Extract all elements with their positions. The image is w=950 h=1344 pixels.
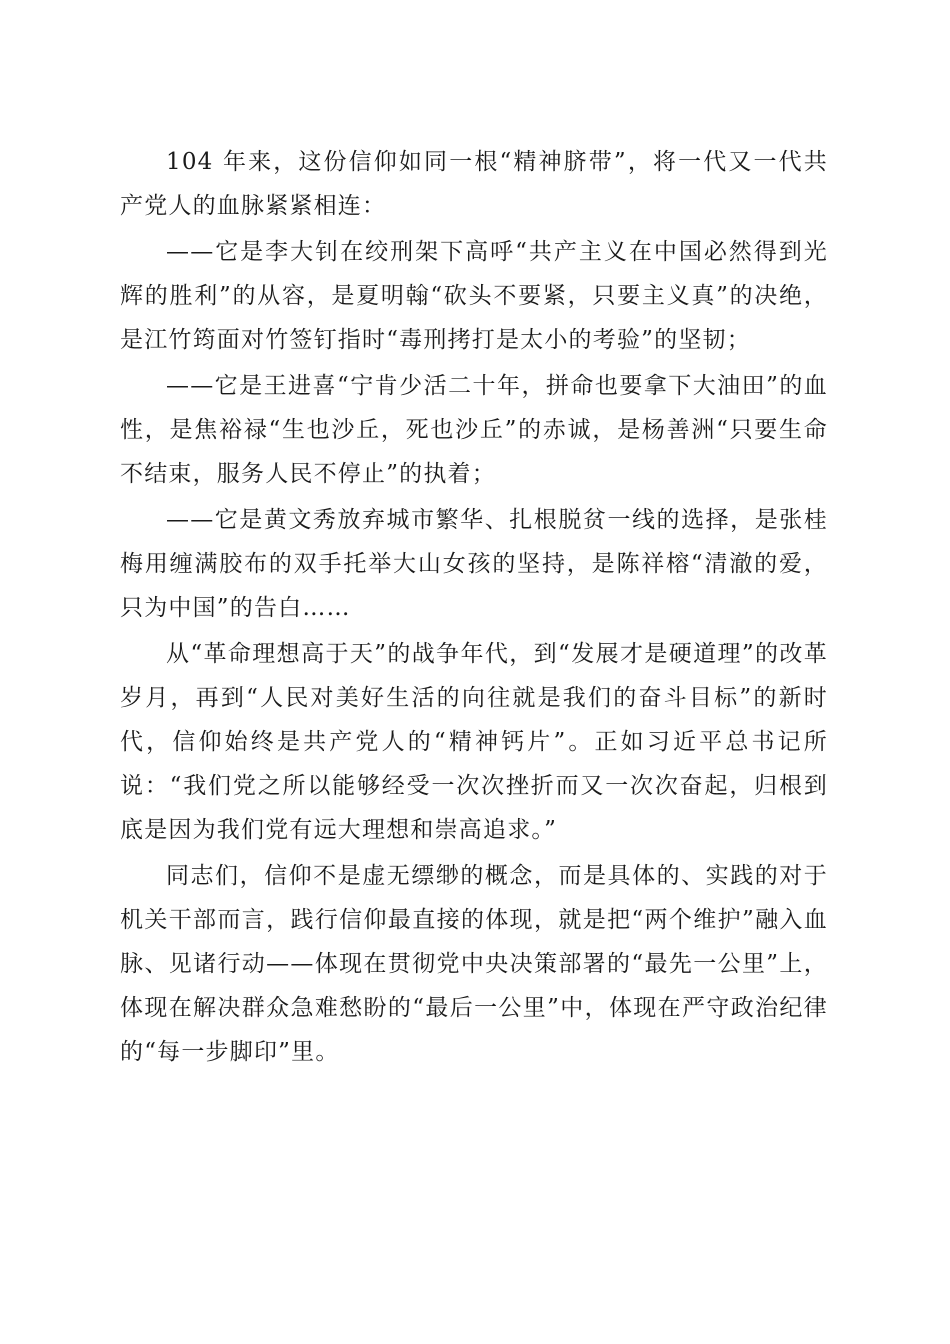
paragraph-construction-heroes: ——它是王进喜“宁肯少活二十年，拼命也要拿下大油田”的血性，是焦裕禄“生也沙丘，死也沙丘”的赤诚，是杨善洲“只要生命不结束，服务人民不停止”的执着； [120,373,828,487]
paragraph-faith-104-years: 104 年来，这份信仰如同一根“精神脐带”，将一代又一代共产党人的血脉紧紧相连： [120,149,828,219]
paragraph-new-era-models: ——它是黄文秀放弃城市繁华、扎根脱贫一线的选择，是张桂梅用缠满胶布的双手托举大山女孩的坚持，是陈祥榕“清澈的爱，只为中国”的告白…… [120,507,828,621]
paragraph-spiritual-calcium: 从“革命理想高于天”的战争年代，到“发展才是硬道理”的改革岁月，再到“人民对美好生活的向往就是我们的奋斗目标”的新时代，信仰始终是共产党人的“精神钙片”。正如习近平总书记所说：“我们党之所以能够经受一次次挫折而又一次次奋起，归根到底是因为我们党有远大理想和崇高追求。” [120,641,828,843]
paragraph-revolutionary-martyrs: ——它是李大钊在绞刑架下高呼“共产主义在中国必然得到光辉的胜利”的从容，是夏明翰“砍头不要紧，只要主义真”的决绝，是江竹筠面对竹签钉指时“毒刑拷打是太小的考验”的坚韧； [120,239,828,353]
paragraph-practice-faith: 同志们，信仰不是虚无缥缈的概念，而是具体的、实践的对于机关干部而言，践行信仰最直接的体现，就是把“两个维护”融入血脉、见诸行动——体现在贯彻党中央决策部署的“最先一公里”上，体现在解决群众急难愁盼的“最后一公里”中，体现在严守政治纪律的“每一步脚印”里。 [120,863,828,1065]
document-body [120,140,828,1076]
